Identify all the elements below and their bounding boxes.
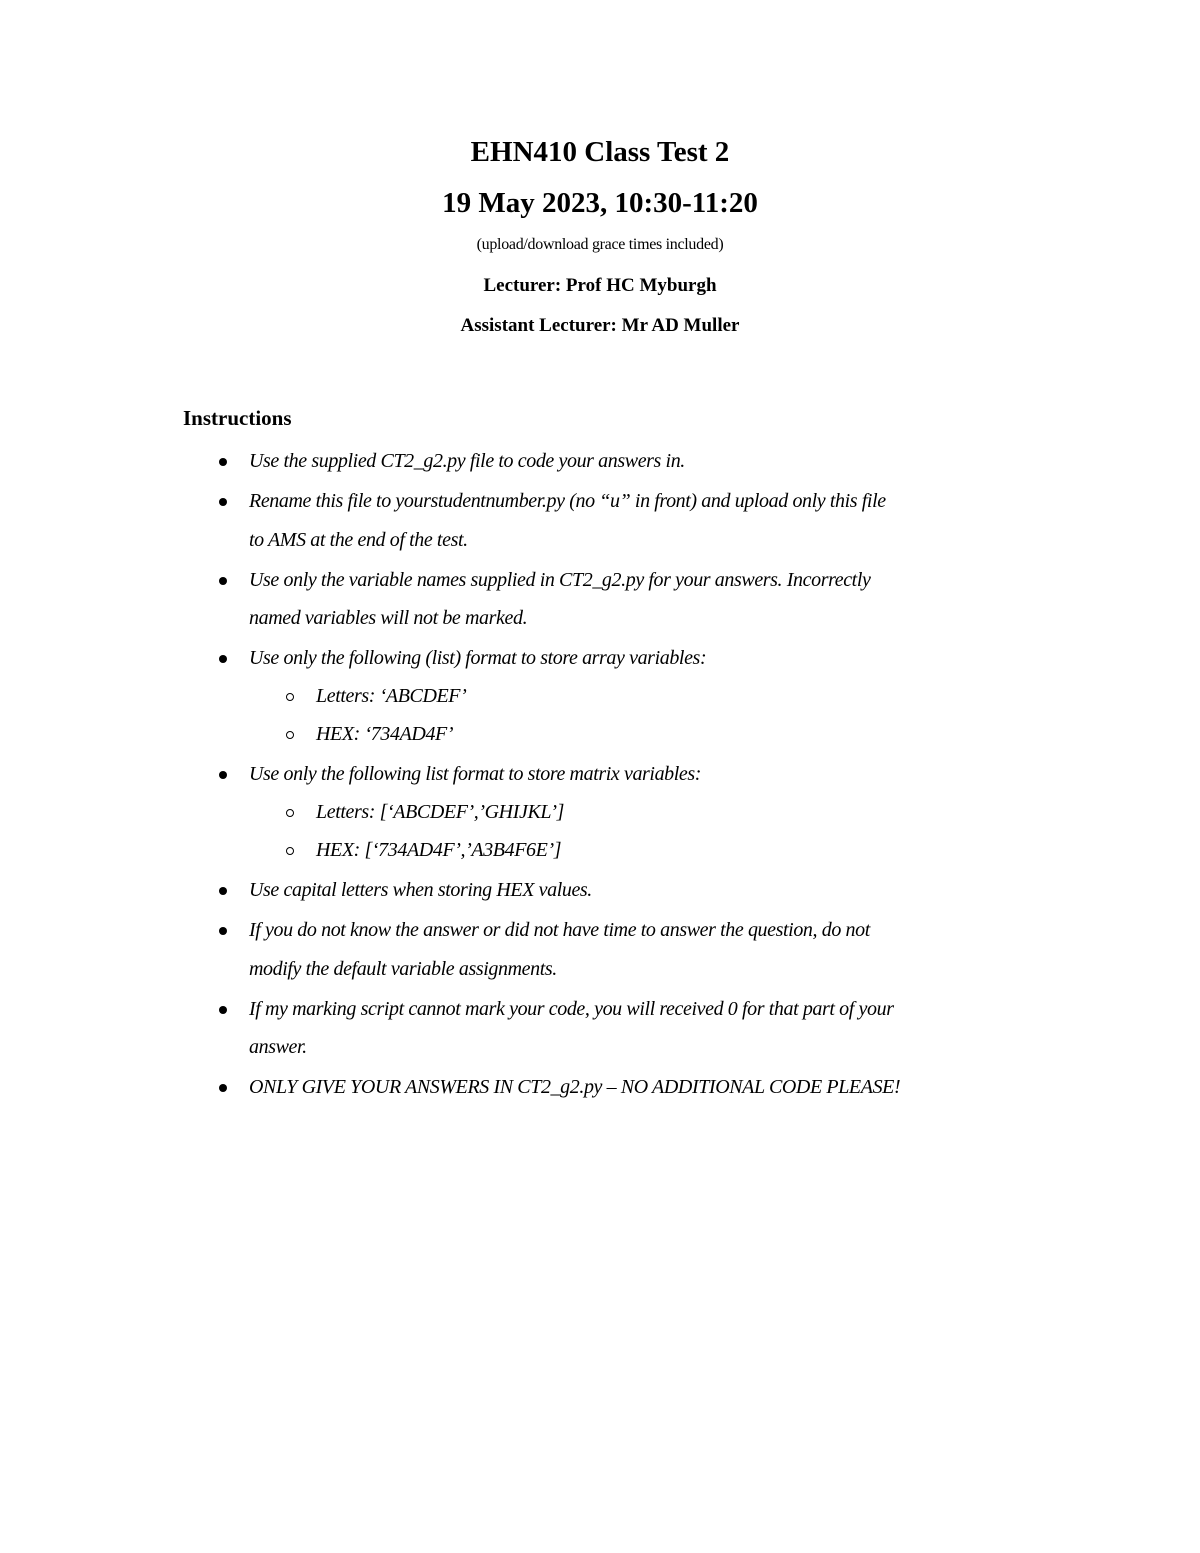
instruction-subitem-text: Letters: ‘ABCDEF’ bbox=[316, 685, 467, 707]
instruction-item-text: Use capital letters when storing HEX values. bbox=[249, 879, 592, 901]
lecturer-line: Lecturer: Prof HC Myburgh bbox=[483, 275, 717, 296]
instruction-item-text: to AMS at the end of the test. bbox=[249, 528, 468, 551]
instruction-item-text: Rename this file to yourstudentnumber.py (no “u” in front) and upload only this file bbox=[249, 490, 886, 512]
instruction-item-text: answer. bbox=[249, 1036, 307, 1058]
instruction-item-text: Use only the following list format to store matrix variables: bbox=[249, 763, 702, 785]
page-title: EHN410 Class Test 2 bbox=[470, 136, 730, 168]
sub-bullet-icon bbox=[286, 847, 294, 855]
instruction-subitem-text: HEX: [‘734AD4F’,’A3B4F6E’] bbox=[316, 839, 562, 861]
instruction-item-text: Use only the variable names supplied in CT2_g2.py for your answers. Incorrectly bbox=[249, 568, 871, 591]
grace-time-note: (upload/download grace times included) bbox=[476, 236, 724, 253]
instructions-heading: Instructions bbox=[183, 406, 292, 430]
bullet-icon bbox=[219, 498, 227, 506]
instruction-item-text: If you do not know the answer or did not have time to answer the question, do not bbox=[249, 919, 870, 941]
instruction-item-text: ONLY GIVE YOUR ANSWERS IN CT2_g2.py – NO ADDITIONAL CODE PLEASE! bbox=[249, 1076, 901, 1098]
instruction-item-text: named variables will not be marked. bbox=[249, 607, 528, 629]
bullet-icon bbox=[219, 655, 227, 663]
instruction-subitem-text: Letters: [‘ABCDEF’,’GHIJKL’] bbox=[316, 801, 565, 823]
assistant-lecturer-line: Assistant Lecturer: Mr AD Muller bbox=[460, 315, 740, 336]
instruction-item-text: Use the supplied CT2_g2.py file to code your answers in. bbox=[249, 450, 685, 472]
test-datetime: 19 May 2023, 10:30-11:20 bbox=[442, 187, 758, 219]
bullet-icon bbox=[219, 1084, 227, 1092]
bullet-icon bbox=[219, 927, 227, 935]
sub-bullet-icon bbox=[286, 693, 294, 701]
sub-bullet-icon bbox=[286, 809, 294, 817]
bullet-icon bbox=[219, 887, 227, 895]
sub-bullet-icon bbox=[286, 731, 294, 739]
instruction-subitem-text: HEX: ‘734AD4F’ bbox=[316, 723, 454, 745]
bullet-icon bbox=[219, 458, 227, 466]
bullet-icon bbox=[219, 771, 227, 779]
bullet-icon bbox=[219, 577, 227, 585]
instruction-item-text: Use only the following (list) format to store array variables: bbox=[249, 647, 707, 669]
instruction-item-text: modify the default variable assignments. bbox=[249, 957, 557, 980]
bullet-icon bbox=[219, 1006, 227, 1014]
instruction-item-text: If my marking script cannot mark your code, you will received 0 for that part of your bbox=[249, 997, 894, 1020]
